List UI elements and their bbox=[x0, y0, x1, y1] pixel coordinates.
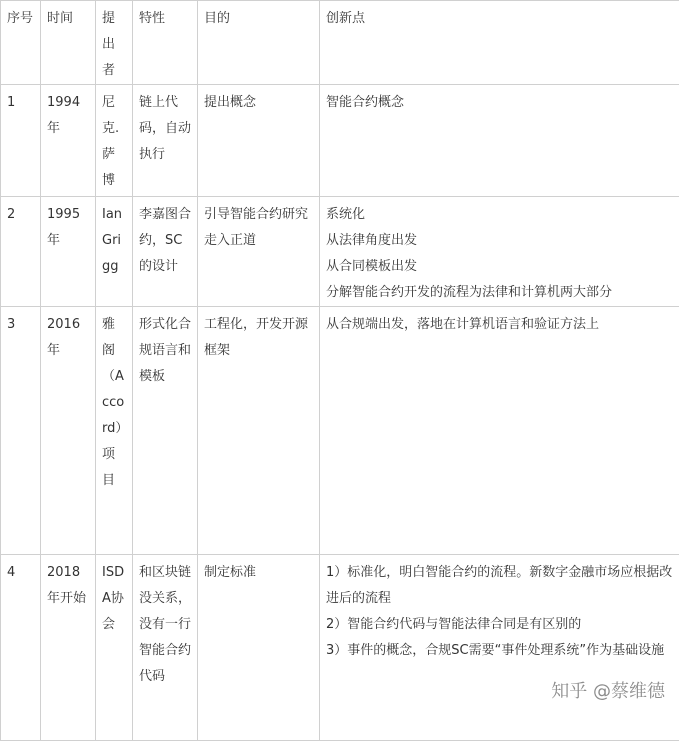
cell-proposer: Ian Grigg bbox=[96, 197, 133, 307]
cell-no: 4 bbox=[1, 555, 41, 741]
cell-innovation bbox=[320, 197, 679, 307]
cell-purpose: 提出概念 bbox=[198, 85, 320, 197]
cell-innovation bbox=[320, 555, 679, 741]
header-proposer: 提出者 bbox=[96, 1, 133, 85]
cell-no: 1 bbox=[1, 85, 41, 197]
zhihu-watermark bbox=[551, 677, 665, 703]
innovation-line: 分解智能合约开发的流程为法律和计算机两大部分 bbox=[326, 280, 673, 306]
innovation-line: 系统化 bbox=[326, 202, 673, 228]
table-row bbox=[1, 85, 679, 197]
cell-innovation bbox=[320, 85, 679, 197]
cell-feature: 链上代码，自动执行 bbox=[133, 85, 198, 197]
cell-time: 1994年 bbox=[41, 85, 96, 197]
cell-purpose: 引导智能合约研究走入正道 bbox=[198, 197, 320, 307]
cell-proposer: ISDA协会 bbox=[96, 555, 133, 741]
table-row bbox=[1, 197, 679, 307]
cell-feature: 形式化合规语言和模板 bbox=[133, 307, 198, 555]
cell-purpose: 工程化，开发开源框架 bbox=[198, 307, 320, 555]
innovation-line: 1）标准化，明白智能合约的流程。新数字金融市场应根据改进后的流程 bbox=[326, 560, 673, 612]
innovation-line: 智能合约概念 bbox=[326, 90, 673, 116]
header-innovation: 创新点 bbox=[320, 1, 679, 85]
innovation-line: 从合同模板出发 bbox=[326, 254, 673, 280]
header-feature: 特性 bbox=[133, 1, 198, 85]
cell-proposer: 雅阁（Accord）项目 bbox=[96, 307, 133, 555]
watermark-text: 知乎 @蔡维德 bbox=[551, 677, 665, 703]
innovation-line: 2）智能合约代码与智能法律合同是有区别的 bbox=[326, 612, 673, 638]
cell-proposer: 尼克.萨博 bbox=[96, 85, 133, 197]
innovation-line: 从法律角度出发 bbox=[326, 228, 673, 254]
table-row bbox=[1, 555, 679, 741]
cell-no: 3 bbox=[1, 307, 41, 555]
table-row bbox=[1, 307, 679, 555]
cell-purpose: 制定标准 bbox=[198, 555, 320, 741]
innovation-line: 3）事件的概念，合规SC需要“事件处理系统”作为基础设施 bbox=[326, 638, 673, 664]
cell-feature: 和区块链没关系，没有一行智能合约代码 bbox=[133, 555, 198, 741]
cell-innovation bbox=[320, 307, 679, 555]
cell-time: 1995年 bbox=[41, 197, 96, 307]
header-purpose: 目的 bbox=[198, 1, 320, 85]
header-time: 时间 bbox=[41, 1, 96, 85]
cell-feature: 李嘉图合约，SC的设计 bbox=[133, 197, 198, 307]
cell-time: 2018年开始 bbox=[41, 555, 96, 741]
header-no: 序号 bbox=[1, 1, 41, 85]
cell-time: 2016年 bbox=[41, 307, 96, 555]
innovation-line: 从合规端出发，落地在计算机语言和验证方法上 bbox=[326, 312, 673, 338]
cell-no: 2 bbox=[1, 197, 41, 307]
header-row bbox=[1, 1, 679, 85]
